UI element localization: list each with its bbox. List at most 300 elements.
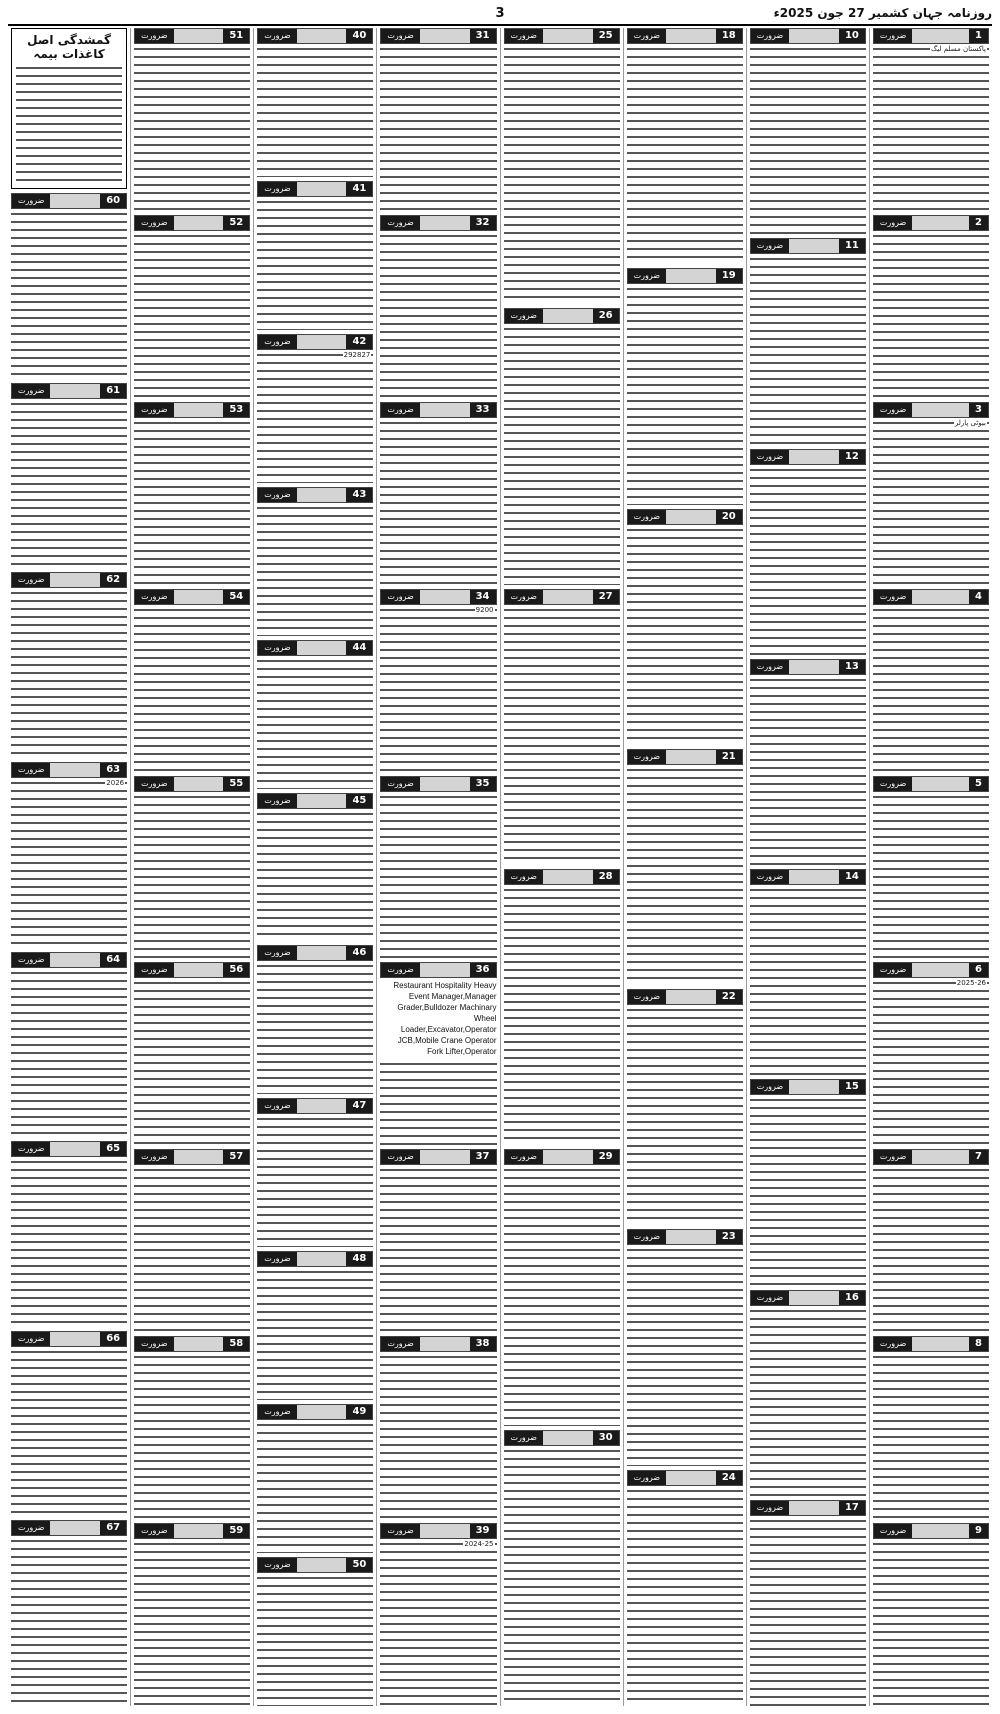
ad-header <box>750 1290 866 1306</box>
ad-label: ضرورت <box>628 29 666 43</box>
ad-label: ضرورت <box>874 29 912 43</box>
classified-ad <box>11 762 127 948</box>
classified-ad <box>380 1336 496 1519</box>
ad-number: 66 <box>100 1332 126 1346</box>
ad-body-text <box>134 45 250 211</box>
classified-ad <box>380 1149 496 1332</box>
ad-number: 42 <box>346 335 372 349</box>
masthead <box>8 6 992 26</box>
ad-label: ضرورت <box>874 963 912 977</box>
ad-label: ضرورت <box>135 963 173 977</box>
ad-body-text <box>134 1353 250 1519</box>
classified-ad <box>750 659 866 865</box>
ad-label: ضرورت <box>135 590 173 604</box>
ad-header <box>380 1523 496 1539</box>
classified-ad <box>257 1098 373 1247</box>
classified-ad <box>134 28 250 211</box>
ad-body-text <box>504 886 620 1145</box>
ad-body-text <box>504 1166 620 1425</box>
ad-number: 60 <box>100 194 126 208</box>
ad-number: 29 <box>593 1150 619 1164</box>
ad-body-text <box>257 1421 373 1553</box>
ad-label: ضرورت <box>12 763 50 777</box>
ad-number: 61 <box>100 384 126 398</box>
ad-header <box>380 402 496 418</box>
ad-label: ضرورت <box>751 239 789 253</box>
ad-number: 23 <box>716 1230 742 1244</box>
ad-header <box>873 776 989 792</box>
ad-label: ضرورت <box>135 216 173 230</box>
ad-label: ضرورت <box>381 403 419 417</box>
classified-ad <box>134 776 250 959</box>
ad-header <box>257 945 373 961</box>
ad-body-text <box>873 979 989 1145</box>
ad-body-text <box>750 1096 866 1285</box>
ad-body-text <box>627 1246 743 1465</box>
ad-body-text <box>257 810 373 942</box>
ad-body-text <box>750 255 866 444</box>
ad-label: ضرورت <box>874 1337 912 1351</box>
column <box>253 28 376 1706</box>
ad-header <box>627 749 743 765</box>
ad-body-text <box>134 1166 250 1332</box>
ad-lead-text: بیوٹی پارلر <box>954 418 986 427</box>
ad-label: ضرورت <box>12 573 50 587</box>
ad-header <box>873 1336 989 1352</box>
ad-label: ضرورت <box>505 870 543 884</box>
classified-ad <box>380 28 496 211</box>
ad-body-text <box>504 1447 620 1706</box>
ad-number: 18 <box>716 29 742 43</box>
ad-number: 37 <box>470 1150 496 1164</box>
ad-header <box>257 334 373 350</box>
ad-header <box>750 659 866 675</box>
ad-lead-text: پاکستان مسلم لیگ <box>931 45 986 53</box>
column <box>8 28 130 1706</box>
ad-number: 56 <box>223 963 249 977</box>
ad-number: 12 <box>839 450 865 464</box>
ad-body-text <box>627 1487 743 1706</box>
ad-number: 67 <box>100 1521 126 1535</box>
ad-label: ضرورت <box>505 1431 543 1445</box>
ad-number: 5 <box>969 777 988 791</box>
classified-ad <box>627 268 743 504</box>
ad-header <box>257 640 373 656</box>
ad-number: 15 <box>839 1080 865 1094</box>
ad-header <box>627 989 743 1005</box>
ad-number: 41 <box>346 182 372 196</box>
ad-label: ضرورت <box>258 1099 296 1113</box>
classified-ad <box>873 215 989 398</box>
ad-label: ضرورت <box>874 777 912 791</box>
ad-number: 55 <box>223 777 249 791</box>
ad-label: ضرورت <box>381 1150 419 1164</box>
ad-body-text <box>257 1115 373 1247</box>
classified-ad <box>380 962 496 1145</box>
ad-number: 32 <box>470 216 496 230</box>
ad-lead-text: 2026 <box>106 778 125 787</box>
ad-number: 62 <box>100 573 126 587</box>
ad-number: 40 <box>346 29 372 43</box>
classified-ad <box>11 1520 127 1706</box>
ad-body-text <box>873 45 989 211</box>
ad-body-text <box>627 285 743 504</box>
ad-label: ضرورت <box>135 777 173 791</box>
ad-header <box>11 952 127 968</box>
ad-body-text <box>134 793 250 959</box>
ad-body-text <box>380 419 496 585</box>
ad-header <box>134 28 250 44</box>
ad-lead-text: 9200 <box>475 605 494 614</box>
ad-header <box>750 1500 866 1516</box>
ad-body-text <box>134 1540 250 1706</box>
ad-number: 58 <box>223 1337 249 1351</box>
classified-ad <box>750 1079 866 1285</box>
ad-number: 9 <box>969 1524 988 1538</box>
ad-label: ضرورت <box>258 335 296 349</box>
ad-header <box>504 308 620 324</box>
ad-body-text <box>380 1540 496 1706</box>
ad-header <box>873 28 989 44</box>
ad-number: 3 <box>969 403 988 417</box>
ad-number: 10 <box>839 29 865 43</box>
ad-header <box>380 28 496 44</box>
ad-number: 33 <box>470 403 496 417</box>
ad-label: ضرورت <box>135 1150 173 1164</box>
ad-header <box>627 1470 743 1486</box>
ad-label: ضرورت <box>258 488 296 502</box>
ad-body-text <box>11 779 127 948</box>
classified-ad <box>257 640 373 789</box>
ad-label: ضرورت <box>628 750 666 764</box>
classified-ad <box>11 572 127 758</box>
ad-body-text <box>257 962 373 1094</box>
ad-header <box>134 1149 250 1165</box>
ad-header <box>257 1557 373 1573</box>
ad-label: ضرورت <box>258 641 296 655</box>
classified-ad <box>134 215 250 398</box>
ad-number: 30 <box>593 1431 619 1445</box>
classified-ad <box>627 1470 743 1706</box>
ad-body-text <box>257 1574 373 1706</box>
ad-header <box>504 589 620 605</box>
ad-number: 36 <box>470 963 496 977</box>
ad-body-text <box>257 1268 373 1400</box>
classified-ad <box>627 509 743 745</box>
classified-ad <box>257 334 373 483</box>
ad-lead-text: 2024-25 <box>464 1540 494 1549</box>
ad-label: ضرورت <box>12 194 50 208</box>
ad-header <box>11 762 127 778</box>
classified-ad <box>873 28 989 211</box>
classified-ad <box>750 28 866 234</box>
ad-body-text <box>134 979 250 1145</box>
ad-body-text <box>873 232 989 398</box>
ad-body-text <box>257 657 373 789</box>
ad-label: ضرورت <box>628 1230 666 1244</box>
classified-ad <box>504 308 620 584</box>
ad-number: 24 <box>716 1471 742 1485</box>
classified-ad <box>134 1523 250 1706</box>
ad-header <box>380 776 496 792</box>
ad-body-text <box>11 1348 127 1517</box>
ad-number: 45 <box>346 794 372 808</box>
ad-header <box>750 28 866 44</box>
ad-header <box>134 776 250 792</box>
ad-label: ضرورت <box>12 953 50 967</box>
classified-ad <box>134 1336 250 1519</box>
ad-lead-text: 2025-26 <box>956 979 986 988</box>
ad-label: ضرورت <box>874 403 912 417</box>
ad-label: ضرورت <box>628 990 666 1004</box>
ad-number: 52 <box>223 216 249 230</box>
ad-number: 13 <box>839 660 865 674</box>
ad-label: ضرورت <box>258 182 296 196</box>
column <box>130 28 253 1706</box>
ad-number: 25 <box>593 29 619 43</box>
ad-number: 38 <box>470 1337 496 1351</box>
ad-body-text <box>504 45 620 304</box>
ad-header <box>380 962 496 978</box>
classified-ad <box>380 776 496 959</box>
classified-ad <box>873 962 989 1145</box>
ad-number: 4 <box>969 590 988 604</box>
ad-number: 47 <box>346 1099 372 1113</box>
lost-documents-notice <box>11 28 127 189</box>
ad-label: ضرورت <box>751 1291 789 1305</box>
ad-header <box>134 1336 250 1352</box>
ad-label: ضرورت <box>874 216 912 230</box>
classified-ad <box>11 193 127 379</box>
ad-body-text <box>627 1006 743 1225</box>
ad-body-text <box>134 606 250 772</box>
classified-ad <box>134 1149 250 1332</box>
ad-body-text <box>134 232 250 398</box>
ad-body-text <box>380 793 496 959</box>
ad-header <box>134 402 250 418</box>
ad-body-text <box>873 1353 989 1519</box>
ad-label: ضرورت <box>505 1150 543 1164</box>
classified-ad <box>750 449 866 655</box>
ad-header <box>257 1404 373 1420</box>
classified-ad <box>750 1290 866 1496</box>
ad-label: ضرورت <box>258 1252 296 1266</box>
ad-body-text <box>11 969 127 1138</box>
ad-header <box>257 1251 373 1267</box>
ad-body-text <box>257 504 373 636</box>
classified-ad <box>873 1336 989 1519</box>
ad-label: ضرورت <box>258 1558 296 1572</box>
notice-title: گمشدگی اصل کاغذات بیمہ <box>27 33 111 61</box>
ad-body-text <box>11 210 127 379</box>
ad-number: 59 <box>223 1524 249 1538</box>
classified-ad <box>257 1251 373 1400</box>
ad-label: ضرورت <box>381 777 419 791</box>
ad-label: ضرورت <box>751 1501 789 1515</box>
column <box>376 28 499 1706</box>
ad-header <box>750 869 866 885</box>
ad-number: 22 <box>716 990 742 1004</box>
classified-ad <box>257 793 373 942</box>
ad-number: 54 <box>223 590 249 604</box>
ad-number: 53 <box>223 403 249 417</box>
ad-body-text <box>750 1307 866 1496</box>
ad-header <box>134 215 250 231</box>
classified-ad <box>257 1404 373 1553</box>
ad-number: 1 <box>969 29 988 43</box>
classified-ad <box>504 589 620 865</box>
ad-label: ضرورت <box>751 29 789 43</box>
classified-ad <box>627 749 743 985</box>
classified-ad <box>873 402 989 585</box>
ad-number: 8 <box>969 1337 988 1351</box>
ad-english-text: Restaurant Hospitality Heavy Event Manager,Manager Grader,Bulldozer Machinary Wheel Loader,Excavator,Operator JCB,Mobile Crane Operator Fork Lifter,Operator <box>380 978 496 1059</box>
ad-number: 39 <box>470 1524 496 1538</box>
ad-label: ضرورت <box>258 1405 296 1419</box>
ad-lead-text: 292827 <box>343 350 371 359</box>
ad-label: ضرورت <box>12 1142 50 1156</box>
ad-label: ضرورت <box>874 590 912 604</box>
ad-label: ضرورت <box>12 384 50 398</box>
notice-body-text <box>16 64 122 184</box>
ad-number: 31 <box>470 29 496 43</box>
ad-label: ضرورت <box>135 1524 173 1538</box>
classified-ad <box>750 1500 866 1706</box>
classified-ad <box>627 28 743 264</box>
ad-body-text <box>627 766 743 985</box>
ad-label: ضرورت <box>381 1524 419 1538</box>
classified-ad <box>380 215 496 398</box>
ad-number: 48 <box>346 1252 372 1266</box>
ad-header <box>11 1520 127 1536</box>
ad-body-text <box>257 198 373 330</box>
ad-number: 20 <box>716 510 742 524</box>
ad-number: 26 <box>593 309 619 323</box>
ad-label: ضرورت <box>381 1337 419 1351</box>
ad-body-text <box>873 1166 989 1332</box>
ad-label: ضرورت <box>381 29 419 43</box>
classified-ad <box>257 1557 373 1706</box>
ad-label: ضرورت <box>628 1471 666 1485</box>
ad-number: 28 <box>593 870 619 884</box>
ad-label: ضرورت <box>12 1521 50 1535</box>
ad-label: ضرورت <box>751 870 789 884</box>
ad-number: 51 <box>223 29 249 43</box>
column <box>500 28 623 1706</box>
ad-header <box>257 793 373 809</box>
ad-body-text <box>380 1166 496 1332</box>
ad-header <box>504 869 620 885</box>
classified-ad <box>873 776 989 959</box>
ad-header <box>873 962 989 978</box>
classified-ad <box>873 589 989 772</box>
column <box>623 28 746 1706</box>
ad-label: ضرورت <box>381 590 419 604</box>
ad-body-text <box>750 45 866 234</box>
ad-header <box>750 1079 866 1095</box>
classified-columns <box>8 28 992 1706</box>
classified-ad <box>504 869 620 1145</box>
ad-label: ضرورت <box>135 403 173 417</box>
classified-ad <box>257 181 373 330</box>
ad-label: ضرورت <box>628 269 666 283</box>
ad-label: ضرورت <box>12 1332 50 1346</box>
ad-number: 63 <box>100 763 126 777</box>
ad-number: 21 <box>716 750 742 764</box>
ad-number: 19 <box>716 269 742 283</box>
ad-header <box>11 193 127 209</box>
ad-header <box>11 1141 127 1157</box>
ad-header <box>873 1523 989 1539</box>
ad-header <box>504 1149 620 1165</box>
classified-ad <box>11 1331 127 1517</box>
ad-number: 11 <box>839 239 865 253</box>
ad-header <box>750 449 866 465</box>
ad-body-text <box>380 1060 496 1145</box>
ad-label: ضرورت <box>505 29 543 43</box>
ad-header <box>873 1149 989 1165</box>
column <box>869 28 992 1706</box>
ad-header <box>11 572 127 588</box>
ad-label: ضرورت <box>381 216 419 230</box>
ad-number: 43 <box>346 488 372 502</box>
ad-body-text <box>873 793 989 959</box>
ad-number: 14 <box>839 870 865 884</box>
ad-number: 49 <box>346 1405 372 1419</box>
classified-ad <box>11 1141 127 1327</box>
ad-body-text <box>11 1158 127 1327</box>
ad-label: ضرورت <box>751 450 789 464</box>
ad-body-text <box>504 325 620 584</box>
ad-number: 16 <box>839 1291 865 1305</box>
classified-ad <box>504 1149 620 1425</box>
ad-header <box>380 1149 496 1165</box>
ad-header <box>257 181 373 197</box>
ad-label: ضرورت <box>874 1150 912 1164</box>
ad-body-text <box>627 45 743 264</box>
ad-label: ضرورت <box>381 963 419 977</box>
classified-ad <box>257 487 373 636</box>
ad-header <box>380 589 496 605</box>
ad-number: 46 <box>346 946 372 960</box>
ad-number: 44 <box>346 641 372 655</box>
ad-label: ضرورت <box>258 946 296 960</box>
ad-number: 7 <box>969 1150 988 1164</box>
ad-body-text <box>11 589 127 758</box>
ad-header <box>873 215 989 231</box>
classified-ad <box>380 1523 496 1706</box>
ad-header <box>873 402 989 418</box>
ad-body-text <box>11 1537 127 1706</box>
classified-ad <box>257 945 373 1094</box>
ad-body-text <box>257 45 373 177</box>
ad-body-text <box>873 1540 989 1706</box>
classified-ad <box>134 589 250 772</box>
ad-header <box>257 1098 373 1114</box>
ad-number: 65 <box>100 1142 126 1156</box>
classified-ad <box>750 238 866 444</box>
ad-body-text <box>750 676 866 865</box>
ad-number: 50 <box>346 1558 372 1572</box>
classified-ad <box>627 989 743 1225</box>
ad-body-text <box>504 606 620 865</box>
ad-header <box>627 28 743 44</box>
ad-label: ضرورت <box>628 510 666 524</box>
classified-ad <box>134 962 250 1145</box>
ad-body-text <box>380 1353 496 1519</box>
ad-number: 27 <box>593 590 619 604</box>
ad-body-text <box>11 400 127 569</box>
